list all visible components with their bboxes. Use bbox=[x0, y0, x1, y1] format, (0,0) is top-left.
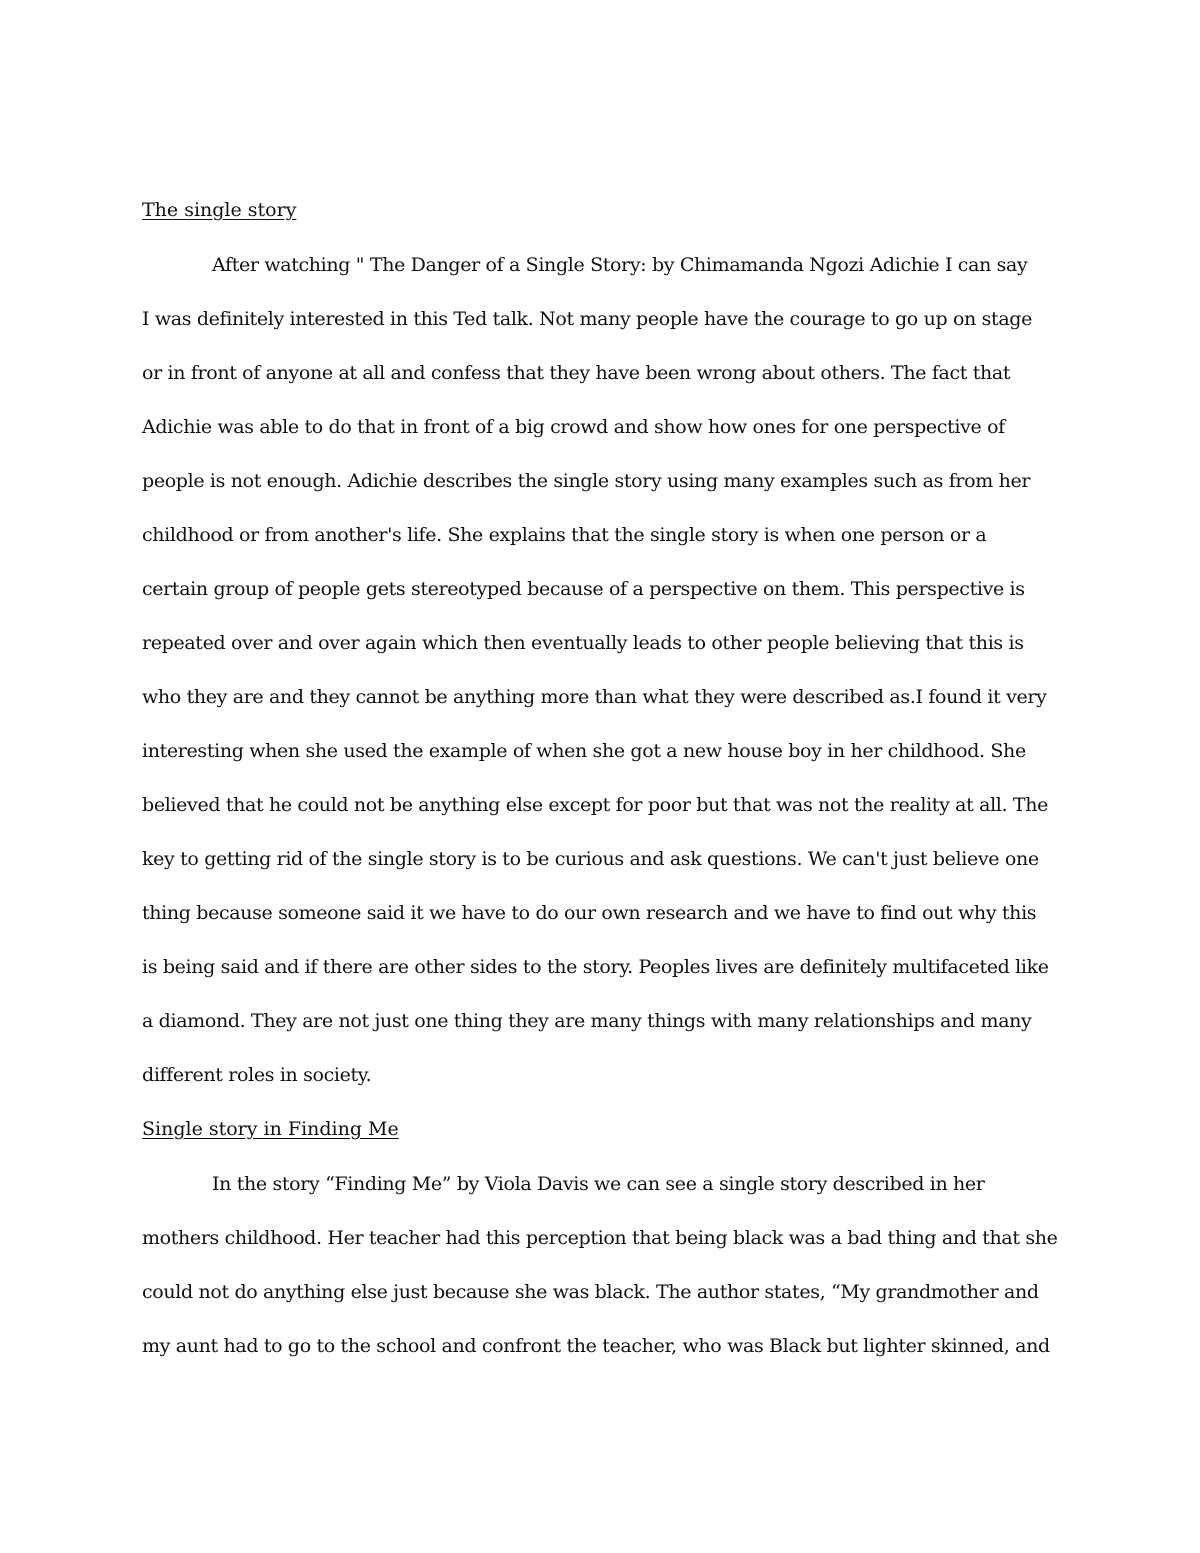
paragraph-line: key to getting rid of the single story is to be curious and ask questions. We can't just believe one bbox=[142, 848, 1039, 870]
paragraph-line: After watching " The Danger of a Single Story: by Chimamanda Ngozi Adichie I can say bbox=[212, 254, 1028, 276]
paragraph-line: my aunt had to go to the school and confront the teacher, who was Black but lighter skinned, and bbox=[142, 1335, 1050, 1357]
paragraph-line: or in front of anyone at all and confess that they have been wrong about others. The fact that bbox=[142, 362, 1011, 384]
paragraph-line: repeated over and over again which then eventually leads to other people believing that this is bbox=[142, 632, 1024, 654]
paragraph-line: believed that he could not be anything else except for poor but that was not the reality at all. The bbox=[142, 794, 1049, 816]
paragraph-line: In the story “Finding Me” by Viola Davis we can see a single story described in her bbox=[212, 1173, 985, 1195]
paragraph-line: interesting when she used the example of when she got a new house boy in her childhood. She bbox=[142, 740, 1026, 762]
paragraph-line: is being said and if there are other sides to the story. Peoples lives are definitely multifaceted like bbox=[142, 956, 1049, 978]
paragraph-line: different roles in society. bbox=[142, 1064, 372, 1086]
section-heading-single-story: The single story bbox=[142, 199, 297, 221]
paragraph-line: people is not enough. Adichie describes the single story using many examples such as from her bbox=[142, 470, 1031, 492]
paragraph-line: mothers childhood. Her teacher had this perception that being black was a bad thing and that she bbox=[142, 1227, 1058, 1249]
paragraph-line: who they are and they cannot be anything more than what they were described as.I found it very bbox=[142, 686, 1047, 708]
paragraph-line: thing because someone said it we have to do our own research and we have to find out why this bbox=[142, 902, 1037, 924]
paragraph-line: childhood or from another's life. She explains that the single story is when one person or a bbox=[142, 524, 987, 546]
section-heading-finding-me: Single story in Finding Me bbox=[142, 1118, 399, 1140]
paragraph-line: a diamond. They are not just one thing they are many things with many relationships and many bbox=[142, 1010, 1032, 1032]
paragraph-line: I was definitely interested in this Ted talk. Not many people have the courage to go up on stage bbox=[142, 308, 1033, 330]
paragraph-line: certain group of people gets stereotyped because of a perspective on them. This perspective is bbox=[142, 578, 1025, 600]
paragraph-line: could not do anything else just because she was black. The author states, “My grandmother and bbox=[142, 1281, 1039, 1303]
paragraph-line: Adichie was able to do that in front of a big crowd and show how ones for one perspective of bbox=[142, 416, 1005, 438]
